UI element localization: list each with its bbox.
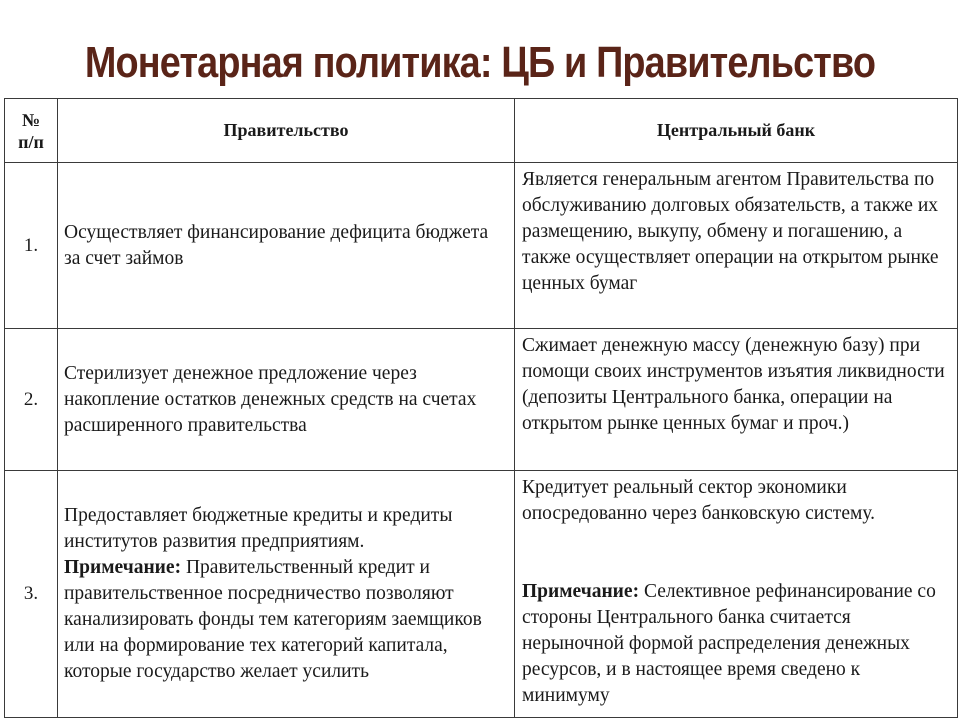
header-number-line2: п/п bbox=[18, 131, 44, 152]
header-government: Правительство bbox=[58, 99, 515, 163]
government-main-text: Предоставляет бюджетные кредиты и кредиты институтов развития предприятиям. bbox=[64, 505, 453, 552]
government-note-text: Правительственный кредит и правительственное посредничество позволяют канализировать фонды тем категориям заемщиков или на формирование тех категорий капитала, которые государство желает усилить bbox=[64, 557, 482, 682]
government-note-label: Примечание: bbox=[64, 557, 186, 578]
central-bank-main-text: Кредитует реальный сектор экономики опосредованно через банковскую систему. bbox=[522, 477, 875, 524]
header-number-line1: № bbox=[21, 109, 41, 130]
table-header-row bbox=[5, 99, 958, 163]
header-number bbox=[5, 99, 58, 163]
central-bank-note-text: Селективное рефинансирование со стороны Центрального банка считается нерыночной формой распределения денежных ресурсов, и в настоящее время сведено к минимуму bbox=[522, 581, 936, 706]
row-number: 1. bbox=[5, 163, 58, 329]
government-cell bbox=[58, 471, 515, 718]
spacer bbox=[522, 527, 950, 579]
table-row bbox=[5, 471, 958, 718]
table-row bbox=[5, 329, 958, 471]
government-cell: Осуществляет финансирование дефицита бюджета за счет займов bbox=[58, 163, 515, 329]
table-row bbox=[5, 163, 958, 329]
central-bank-text: Сжимает денежную массу (денежную базу) при помощи своих инструментов изъятия ликвидности (депозиты Центрального банка, операции на открытом рынке ценных бумаг и проч.) bbox=[522, 335, 945, 434]
header-central-bank: Центральный банк bbox=[515, 99, 958, 163]
row-number: 2. bbox=[5, 329, 58, 471]
comparison-table bbox=[4, 98, 958, 718]
government-cell: Стерилизует денежное предложение через накопление остатков денежных средств на счетах расширенного правительства bbox=[58, 329, 515, 471]
row-number: 3. bbox=[5, 471, 58, 718]
slide-title: Монетарная политика: ЦБ и Правительство bbox=[84, 38, 876, 87]
central-bank-text: Является генеральным агентом Правительства по обслуживанию долговых обязательств, а также их размещению, выкупу, обмену и погашению, а также осуществляет операции на открытом рынке ценных бумаг bbox=[522, 169, 939, 294]
central-bank-cell bbox=[515, 471, 958, 718]
central-bank-note-label: Примечание: bbox=[522, 581, 644, 602]
central-bank-cell bbox=[515, 163, 958, 329]
central-bank-cell bbox=[515, 329, 958, 471]
